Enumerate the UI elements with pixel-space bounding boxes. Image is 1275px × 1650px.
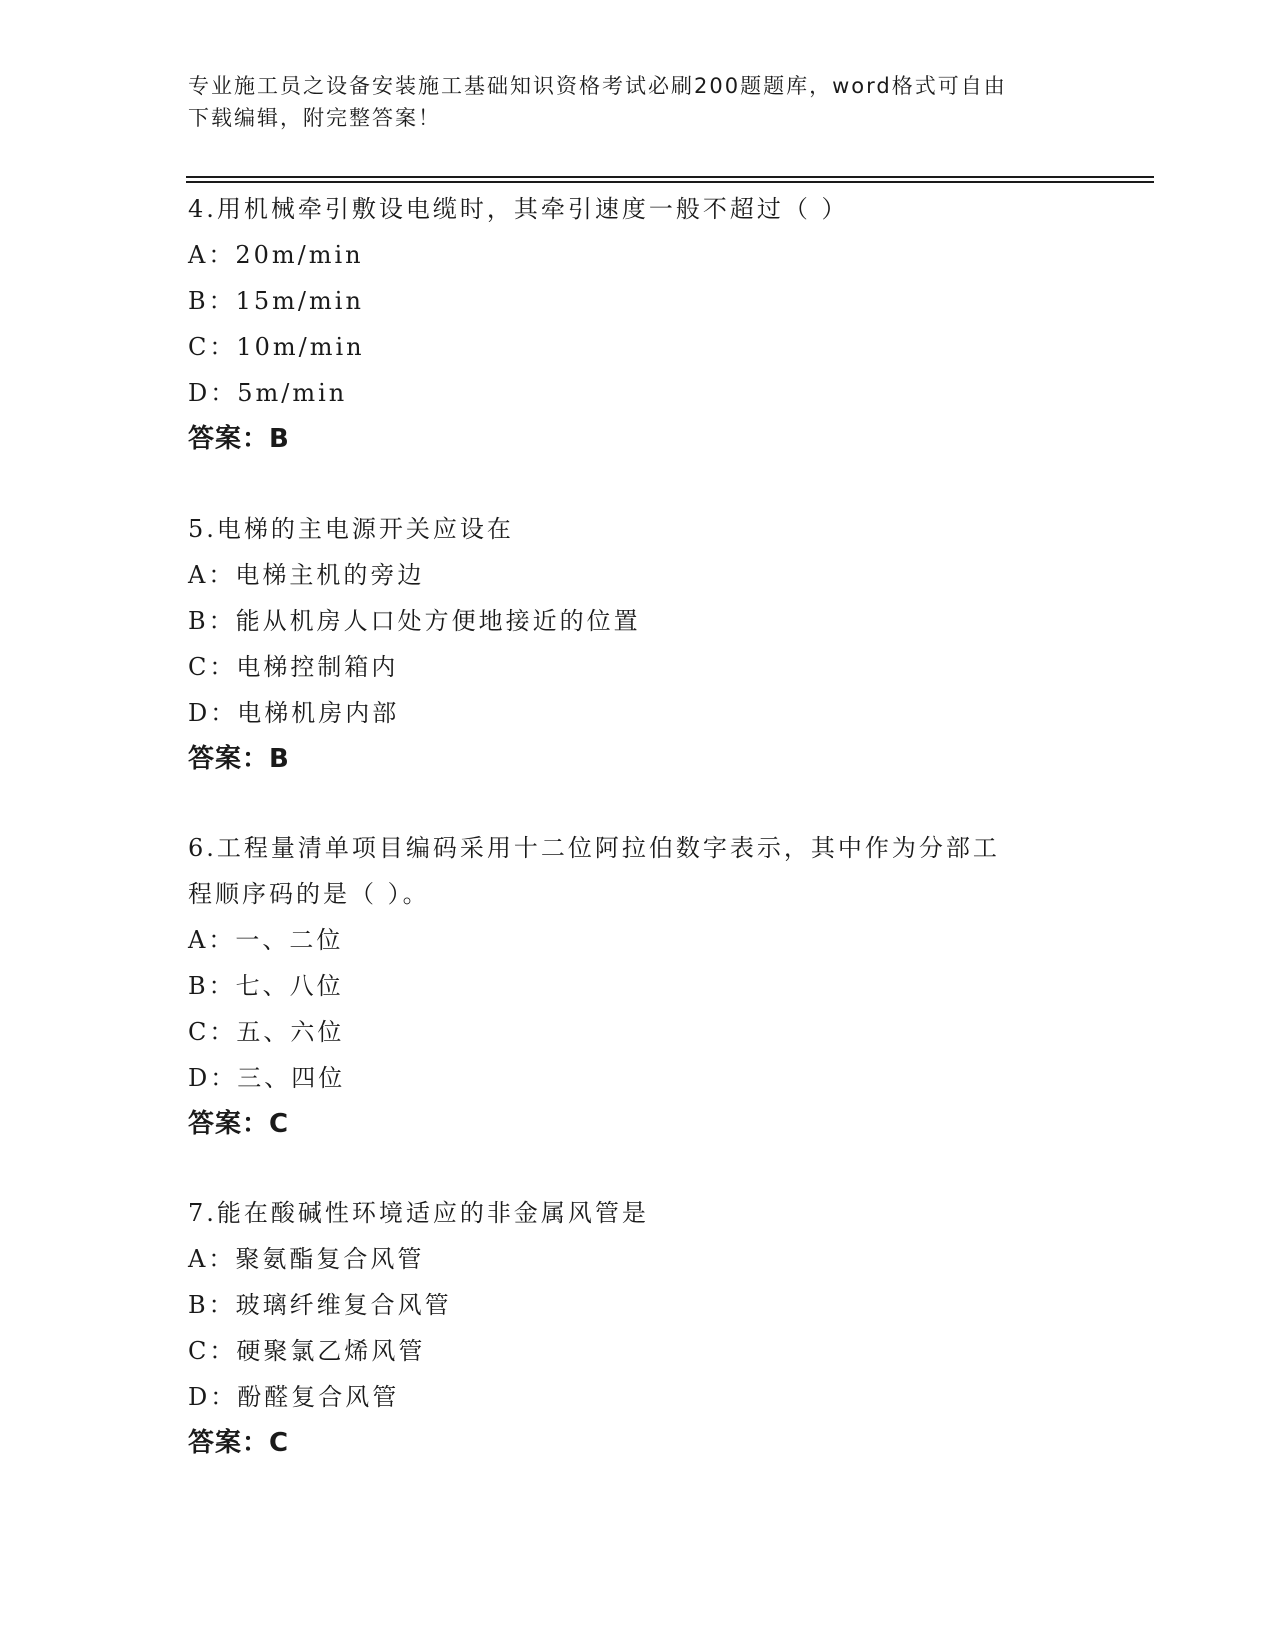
question-stem: 7.能在酸碱性环境适应的非金属风管是 bbox=[188, 1199, 649, 1227]
document-header bbox=[188, 70, 1068, 134]
option-b: B：能从机房人口处方便地接近的位置 bbox=[188, 607, 641, 635]
option-b: B：玻璃纤维复合风管 bbox=[188, 1291, 452, 1319]
answer-label: 答案：B bbox=[188, 424, 290, 454]
answer-label: 答案：C bbox=[188, 1428, 290, 1458]
answer-label: 答案：C bbox=[188, 1109, 290, 1139]
option-c: C：五、六位 bbox=[188, 1018, 345, 1046]
answer-label: 答案：B bbox=[188, 744, 290, 774]
option-a: A：聚氨酯复合风管 bbox=[188, 1245, 425, 1273]
option-d: D：电梯机房内部 bbox=[188, 699, 400, 727]
option-a: A：一、二位 bbox=[188, 926, 344, 954]
header-divider-bottom bbox=[186, 181, 1154, 183]
question-6 bbox=[188, 825, 1088, 1147]
question-5 bbox=[188, 506, 1088, 782]
header-line-1: 专业施工员之设备安装施工基础知识资格考试必刷200题题库，word格式可自由 bbox=[188, 74, 1007, 98]
option-c: C：10m/min bbox=[188, 333, 365, 361]
option-a: A：电梯主机的旁边 bbox=[188, 561, 425, 589]
option-d: D：5m/min bbox=[188, 379, 348, 407]
option-b: B：七、八位 bbox=[188, 972, 344, 1000]
question-stem: 5.电梯的主电源开关应设在 bbox=[188, 515, 514, 543]
header-divider-top bbox=[186, 176, 1154, 178]
question-7 bbox=[188, 1190, 1088, 1466]
question-stem-line-2: 程顺序码的是（ ）。 bbox=[188, 880, 430, 908]
option-a: A：20m/min bbox=[188, 241, 364, 269]
option-b: B：15m/min bbox=[188, 287, 364, 315]
question-stem: 4.用机械牵引敷设电缆时，其牵引速度一般不超过（ ） bbox=[188, 195, 849, 223]
option-c: C：硬聚氯乙烯风管 bbox=[188, 1337, 426, 1365]
option-d: D：酚醛复合风管 bbox=[188, 1383, 400, 1411]
header-line-2: 下载编辑，附完整答案！ bbox=[188, 106, 441, 130]
question-4 bbox=[188, 186, 1088, 462]
option-c: C：电梯控制箱内 bbox=[188, 653, 399, 681]
question-stem-line-1: 6.工程量清单项目编码采用十二位阿拉伯数字表示，其中作为分部工 bbox=[188, 834, 1000, 862]
option-d: D：三、四位 bbox=[188, 1064, 346, 1092]
